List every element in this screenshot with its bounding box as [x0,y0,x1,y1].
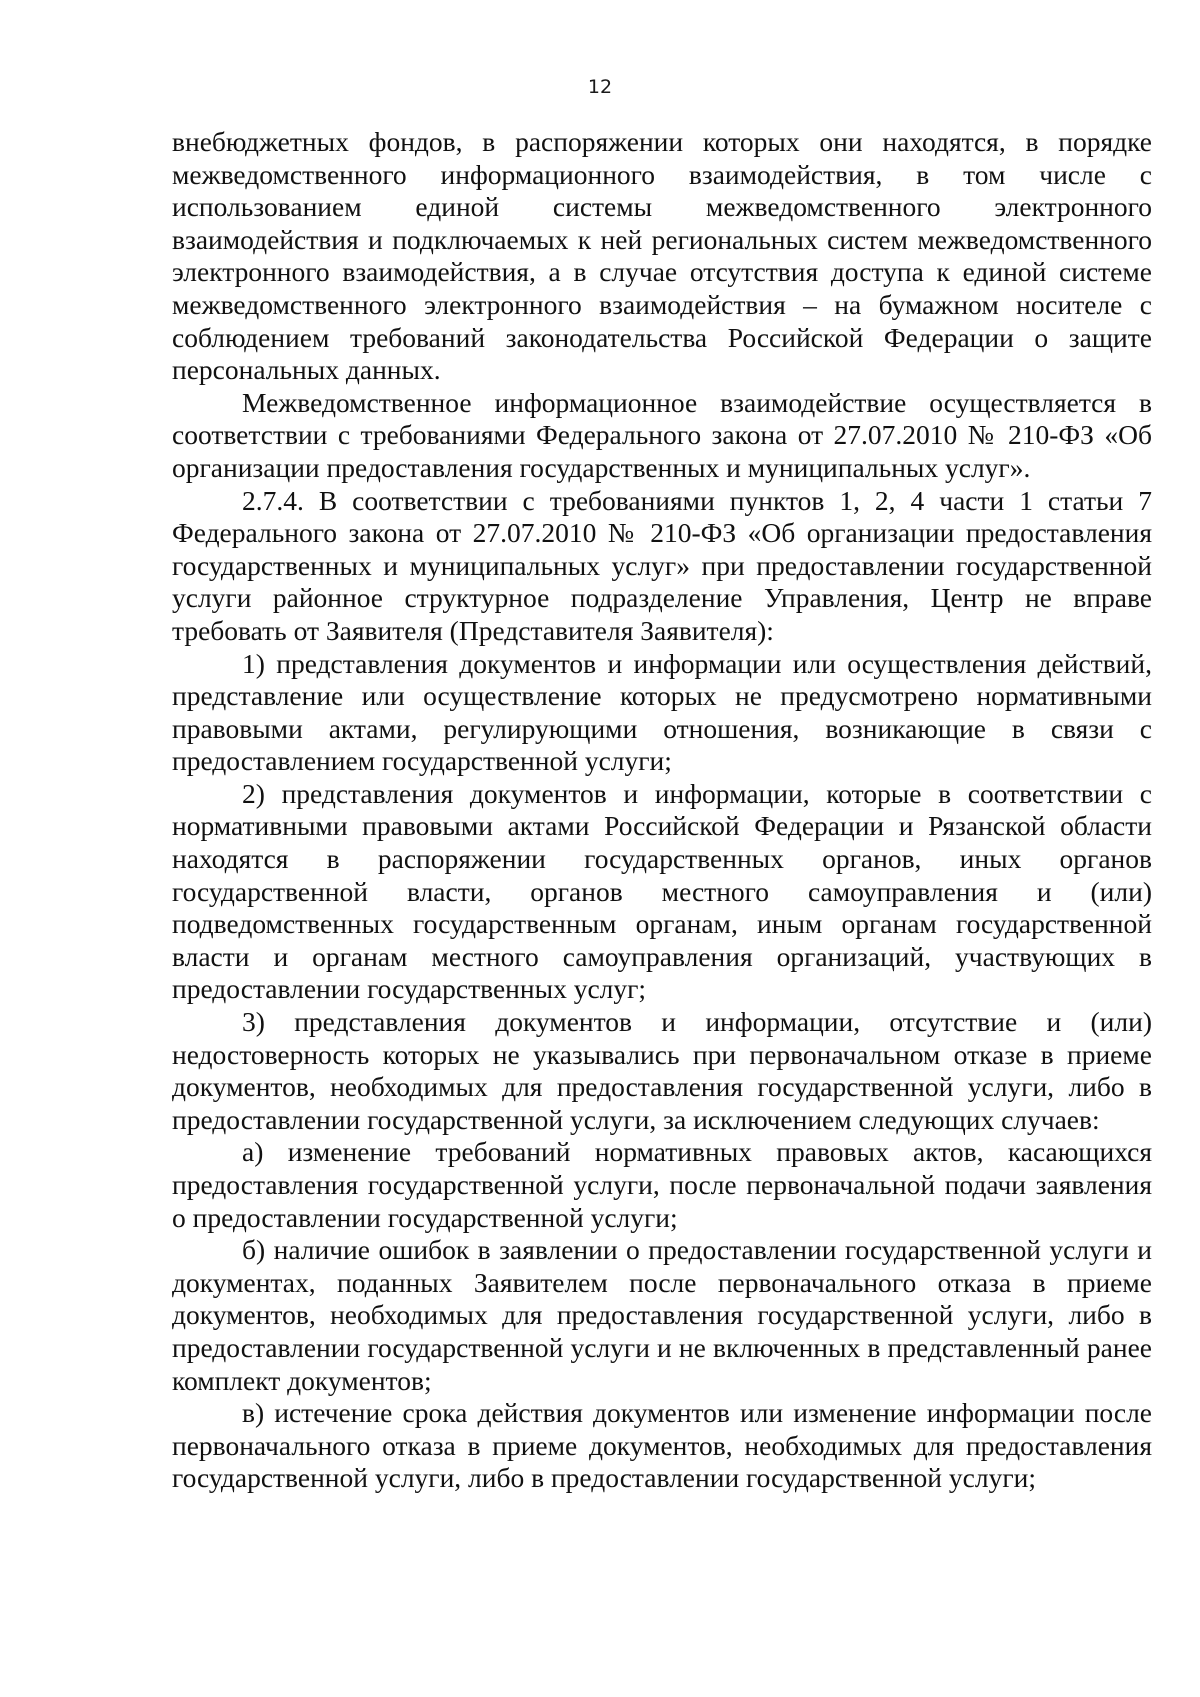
paragraph: Межведомственное информационное взаимодействие осуществляется в соответствии с требованиями Федерального закона от 27.07.2010 № 210-ФЗ «Об организации предоставления государственных и муниципальных услуг». [172,386,1152,483]
page-number: 12 [587,76,613,98]
list-item: 2) представления документов и информации, которые в соответствии с нормативными правовыми актами Российской Федерации и Рязанской области находятся в распоряжении государственных органов, иных органов государственной власти, органов местного самоуправления и (или) подведомственных государственным органам, иным органам государственной власти и органам местного самоуправления организаций, участвующих в предоставлении государственных услуг; [172,777,1152,1005]
paragraph: 2.7.4. В соответствии с требованиями пунктов 1, 2, 4 части 1 статьи 7 Федерального закона от 27.07.2010 № 210-ФЗ «Об организации предоставления государственных и муниципальных услуг» при предоставлении государственной услуги районное структурное подразделение Управления, Центр не вправе требовать от Заявителя (Представителя Заявителя): [172,484,1152,646]
sub-list-item: а) изменение требований нормативных правовых актов, касающихся предоставления государственной услуги, после первоначальной подачи заявления о предоставлении государственной услуги; [172,1136,1152,1233]
list-item: 1) представления документов и информации или осуществления действий, представление или осуществление которых не предусмотрено нормативными правовыми актами, регулирующими отношения, возникающие в связи с предоставлением государственной услуги; [172,647,1152,777]
sub-list-item: б) наличие ошибок в заявлении о предоставлении государственной услуги и документах, поданных Заявителем после первоначального отказа в приеме документов, необходимых для предоставления государственной услуги, либо в предоставлении государственной услуги и не включенных в представленный ранее комплект документов; [172,1234,1152,1396]
paragraph: внебюджетных фондов, в распоряжении которых они находятся, в порядке межведомственного информационного взаимодействия, в том числе с использованием единой системы межведомственного электронного взаимодействия и подключаемых к ней региональных систем межведомственного электронного взаимодействия, а в случае отсутствия доступа к единой системе межведомственного электронного взаимодействия – на бумажном носителе с соблюдением требований законодательства Российской Федерации о защите персональных данных. [172,126,1152,386]
sub-list-item: в) истечение срока действия документов или изменение информации после первоначального отказа в приеме документов, необходимых для предоставления государственной услуги, либо в предоставлении государственной услуги; [172,1397,1152,1494]
body-text [172,126,1152,1495]
list-item: 3) представления документов и информации, отсутствие и (или) недостоверность которых не указывались при первоначальном отказе в приеме документов, необходимых для предоставления государственной услуги, либо в предоставлении государственной услуги, за исключением следующих случаев: [172,1006,1152,1135]
